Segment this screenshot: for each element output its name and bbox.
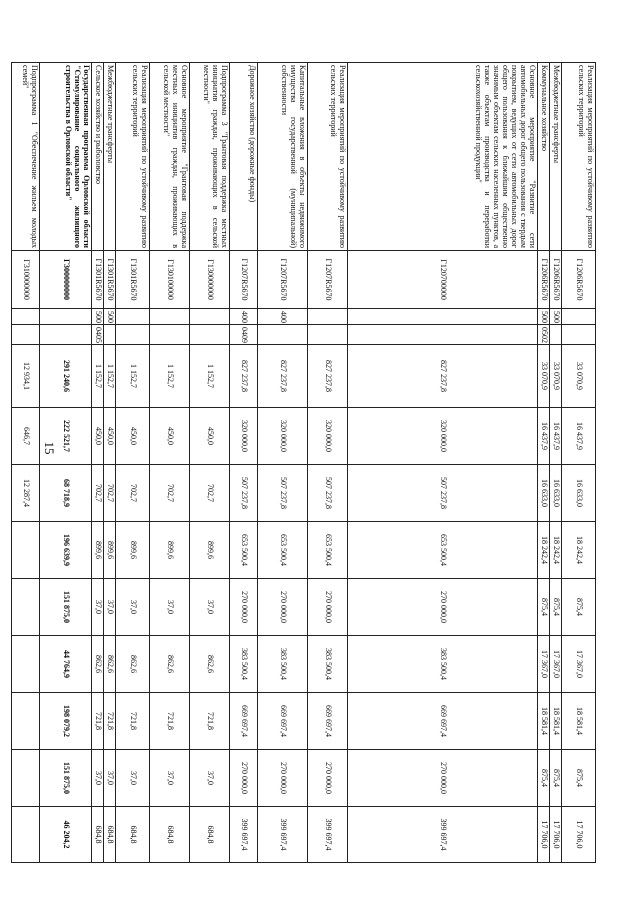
row-value: 684,8 [104, 807, 116, 863]
row-value: 669 697,4 [348, 693, 538, 750]
row-section [116, 325, 150, 345]
row-value: 320 000,0 [348, 408, 538, 465]
row-value: 68 718,9 [40, 465, 92, 522]
row-value: 16 633,0 [538, 465, 550, 522]
row-value: 17 367,0 [550, 636, 562, 693]
row-value: 151 875,0 [40, 579, 92, 636]
row-value: 17 706,0 [538, 807, 550, 863]
row-target-code: Г130000000 [190, 251, 230, 309]
row-value: 222 521,7 [40, 408, 92, 465]
row-value: 270 000,0 [230, 579, 258, 636]
table-row [104, 63, 116, 863]
table-row [538, 63, 550, 863]
row-target-code: Г300000000 [40, 251, 92, 309]
row-section [104, 325, 116, 345]
row-section [550, 325, 562, 345]
row-value [12, 693, 40, 750]
row-target-code: Г1301R5670 [116, 251, 150, 309]
row-value: 12 934,1 [12, 345, 40, 408]
row-target-code: Г130100000 [150, 251, 190, 309]
row-value: 862,6 [150, 636, 190, 693]
row-value: 33 070,9 [562, 345, 596, 408]
row-value: 37,0 [104, 750, 116, 807]
row-value: 33 070,9 [538, 345, 550, 408]
page-number: 15 [42, 441, 57, 455]
row-name: Сельское хозяйство и рыболовство [92, 63, 104, 251]
row-value: 507 237,8 [348, 465, 538, 522]
row-value: 270 000,0 [258, 750, 308, 807]
row-value: 16 633,0 [550, 465, 562, 522]
row-value: 37,0 [116, 750, 150, 807]
row-target-code: Г120700000 [348, 251, 538, 309]
row-value: 702,7 [116, 465, 150, 522]
row-value: 875,4 [562, 750, 596, 807]
row-value: 702,7 [190, 465, 230, 522]
table-row [348, 63, 538, 863]
row-expense-type: 400 [230, 309, 258, 325]
row-value: 721,8 [92, 693, 104, 750]
row-name: Реализация мероприятий по устойчивому развитию сельских территорий [562, 63, 596, 251]
row-value: 16 633,0 [562, 465, 596, 522]
row-value: 702,7 [92, 465, 104, 522]
row-value: 875,4 [538, 750, 550, 807]
budget-table [11, 62, 596, 863]
row-value: 18 242,4 [562, 522, 596, 579]
row-value: 37,0 [190, 579, 230, 636]
row-section: 0409 [230, 325, 258, 345]
table-row [40, 63, 92, 863]
row-target-code: Г1301R5670 [104, 251, 116, 309]
row-section [562, 325, 596, 345]
row-value: 16 437,9 [538, 408, 550, 465]
row-value: 17 367,0 [562, 636, 596, 693]
table-row [258, 63, 308, 863]
table-row [150, 63, 190, 863]
table-row [550, 63, 562, 863]
row-target-code: Г1301R5670 [92, 251, 104, 309]
row-value: 46 204,2 [40, 807, 92, 863]
row-value: 270 000,0 [308, 750, 348, 807]
row-value: 721,8 [190, 693, 230, 750]
row-value: 1 152,7 [150, 345, 190, 408]
row-name: Подпрограмма 3 "Грантовая поддержка местных инициатив граждан, проживающих в сельской местности" [190, 63, 230, 251]
row-name: Государственная программа Орловской области "Стимулирование социального жилищного строительства в Орловской области" [40, 63, 92, 251]
row-value: 450,0 [92, 408, 104, 465]
row-expense-type [348, 309, 538, 325]
row-expense-type: 400 [258, 309, 308, 325]
row-value: 37,0 [150, 579, 190, 636]
row-value: 399 697,4 [230, 807, 258, 863]
row-value: 18 581,4 [562, 693, 596, 750]
row-value: 270 000,0 [348, 579, 538, 636]
row-target-code: Г1207R5670 [258, 251, 308, 309]
table-row [308, 63, 348, 863]
row-value: 702,7 [104, 465, 116, 522]
row-target-code: Г1206R5670 [538, 251, 550, 309]
row-value: 862,6 [116, 636, 150, 693]
row-expense-type [116, 309, 150, 325]
row-expense-type [40, 309, 92, 325]
row-value: 507 237,8 [308, 465, 348, 522]
table-row [190, 63, 230, 863]
row-value: 320 000,0 [230, 408, 258, 465]
row-value: 684,8 [190, 807, 230, 863]
row-value: 507 237,8 [258, 465, 308, 522]
row-target-code: Г1206R5670 [550, 251, 562, 309]
row-value: 270 000,0 [348, 750, 538, 807]
row-value: 450,0 [116, 408, 150, 465]
table-row [12, 63, 40, 863]
row-target-code: Г310000000 [12, 251, 40, 309]
row-value: 875,4 [550, 579, 562, 636]
row-value: 721,8 [104, 693, 116, 750]
rotated-table-area [21, 62, 596, 862]
row-name: Реализация мероприятий по устойчивому развитию сельских территорий [116, 63, 150, 251]
row-value: 862,6 [104, 636, 116, 693]
row-value: 37,0 [92, 750, 104, 807]
row-value: 37,0 [150, 750, 190, 807]
row-value: 653 500,4 [308, 522, 348, 579]
row-value: 702,7 [150, 465, 190, 522]
row-value: 653 500,4 [230, 522, 258, 579]
row-value: 383 500,4 [258, 636, 308, 693]
row-value: 653 500,4 [258, 522, 308, 579]
row-name: Капитальные вложения в объекты недвижимого имущества государственной (муниципальной) собственности [258, 63, 308, 251]
row-value: 320 000,0 [308, 408, 348, 465]
landscape-page [21, 62, 596, 862]
row-value: 44 764,9 [40, 636, 92, 693]
row-value: 399 697,4 [308, 807, 348, 863]
row-value: 17 706,0 [550, 807, 562, 863]
row-expense-type: 500 [104, 309, 116, 325]
row-value: 16 437,9 [562, 408, 596, 465]
row-expense-type [150, 309, 190, 325]
row-value [12, 636, 40, 693]
row-value: 899,6 [92, 522, 104, 579]
row-target-code: Г1206R5670 [562, 251, 596, 309]
row-name: Реализация мероприятий по устойчивому развитию сельских территорий [308, 63, 348, 251]
row-section [40, 325, 92, 345]
row-value: 875,4 [538, 579, 550, 636]
row-value: 862,6 [190, 636, 230, 693]
row-name: Дорожное хозяйство (дорожные фонды) [230, 63, 258, 251]
row-value: 270 000,0 [308, 579, 348, 636]
row-value: 383 500,4 [348, 636, 538, 693]
row-value: 684,8 [150, 807, 190, 863]
row-value: 450,0 [190, 408, 230, 465]
row-value: 827 237,8 [258, 345, 308, 408]
row-value [12, 522, 40, 579]
row-value: 18 581,4 [538, 693, 550, 750]
row-value: 684,8 [92, 807, 104, 863]
row-value: 37,0 [104, 579, 116, 636]
row-value: 875,4 [562, 579, 596, 636]
table-row [92, 63, 104, 863]
row-value: 684,8 [116, 807, 150, 863]
row-value: 383 500,4 [230, 636, 258, 693]
row-value: 899,6 [190, 522, 230, 579]
row-name: Основное мероприятие "Развитие сети автомобильных дорог общего пользования с твердым покрытием, ведущих от сети автомобильных дорог общего пользования к ближайшим общественно значимым объектам сельских населенных пунктов, а также объектам производства и переработки сельскохозяйственной продукции" [348, 63, 538, 251]
row-value: 1 152,7 [104, 345, 116, 408]
row-value: 827 237,8 [230, 345, 258, 408]
row-value: 196 639,9 [40, 522, 92, 579]
row-value: 151 875,0 [40, 750, 92, 807]
row-expense-type [12, 309, 40, 325]
row-value: 383 500,4 [308, 636, 348, 693]
row-value: 399 697,4 [258, 807, 308, 863]
row-value: 899,6 [104, 522, 116, 579]
row-section [190, 325, 230, 345]
row-value: 18 242,4 [538, 522, 550, 579]
row-value [12, 579, 40, 636]
table-body [12, 63, 596, 863]
row-value: 1 152,7 [190, 345, 230, 408]
row-section [258, 325, 308, 345]
row-value: 669 697,4 [230, 693, 258, 750]
row-value: 669 697,4 [308, 693, 348, 750]
row-value: 33 070,9 [550, 345, 562, 408]
row-value: 1 152,7 [92, 345, 104, 408]
row-section [348, 325, 538, 345]
row-expense-type [562, 309, 596, 325]
row-target-code: Г1207R5670 [308, 251, 348, 309]
row-value: 721,8 [150, 693, 190, 750]
row-section: 0405 [92, 325, 104, 345]
row-value: 827 237,8 [348, 345, 538, 408]
row-value: 291 240,6 [40, 345, 92, 408]
row-name: Межбюджетные трансферты [550, 63, 562, 251]
row-value: 875,4 [550, 750, 562, 807]
row-value: 507 237,8 [230, 465, 258, 522]
row-target-code: Г1207R5670 [230, 251, 258, 309]
row-expense-type: 500 [550, 309, 562, 325]
row-value: 646,7 [12, 408, 40, 465]
row-value [12, 750, 40, 807]
row-value: 37,0 [92, 579, 104, 636]
row-section [308, 325, 348, 345]
row-value: 18 242,4 [550, 522, 562, 579]
row-value: 270 000,0 [258, 579, 308, 636]
row-value: 37,0 [116, 579, 150, 636]
row-value: 450,0 [150, 408, 190, 465]
row-value [12, 807, 40, 863]
row-section [12, 325, 40, 345]
row-value: 198 079,2 [40, 693, 92, 750]
row-value: 17 706,0 [562, 807, 596, 863]
row-expense-type [190, 309, 230, 325]
row-value: 450,0 [104, 408, 116, 465]
row-value: 1 152,7 [116, 345, 150, 408]
row-expense-type: 500 [92, 309, 104, 325]
table-row [116, 63, 150, 863]
row-value: 669 697,4 [258, 693, 308, 750]
table-row [230, 63, 258, 863]
row-value: 827 237,8 [308, 345, 348, 408]
row-expense-type [308, 309, 348, 325]
row-name: Основное мероприятие "Грантовая поддержка местных инициатив граждан, проживающих в сельской местности" [150, 63, 190, 251]
row-name: Межбюджетные трансферты [104, 63, 116, 251]
row-value: 12 287,4 [12, 465, 40, 522]
row-name: Подпрограмма 1 "Обеспечение жильем молодых семей" [12, 63, 40, 251]
row-value: 18 581,4 [550, 693, 562, 750]
row-expense-type: 500 [538, 309, 550, 325]
table-row [562, 63, 596, 863]
row-value: 721,8 [116, 693, 150, 750]
row-value: 17 367,0 [538, 636, 550, 693]
row-value: 653 500,4 [348, 522, 538, 579]
row-value: 37,0 [190, 750, 230, 807]
row-value: 399 697,4 [348, 807, 538, 863]
row-section [150, 325, 190, 345]
row-value: 862,6 [92, 636, 104, 693]
row-value: 270 000,0 [230, 750, 258, 807]
row-value: 899,6 [116, 522, 150, 579]
row-section: 0502 [538, 325, 550, 345]
row-value: 320 000,0 [258, 408, 308, 465]
row-value: 899,6 [150, 522, 190, 579]
row-value: 16 437,9 [550, 408, 562, 465]
row-name: Коммунальное хозяйство [538, 63, 550, 251]
